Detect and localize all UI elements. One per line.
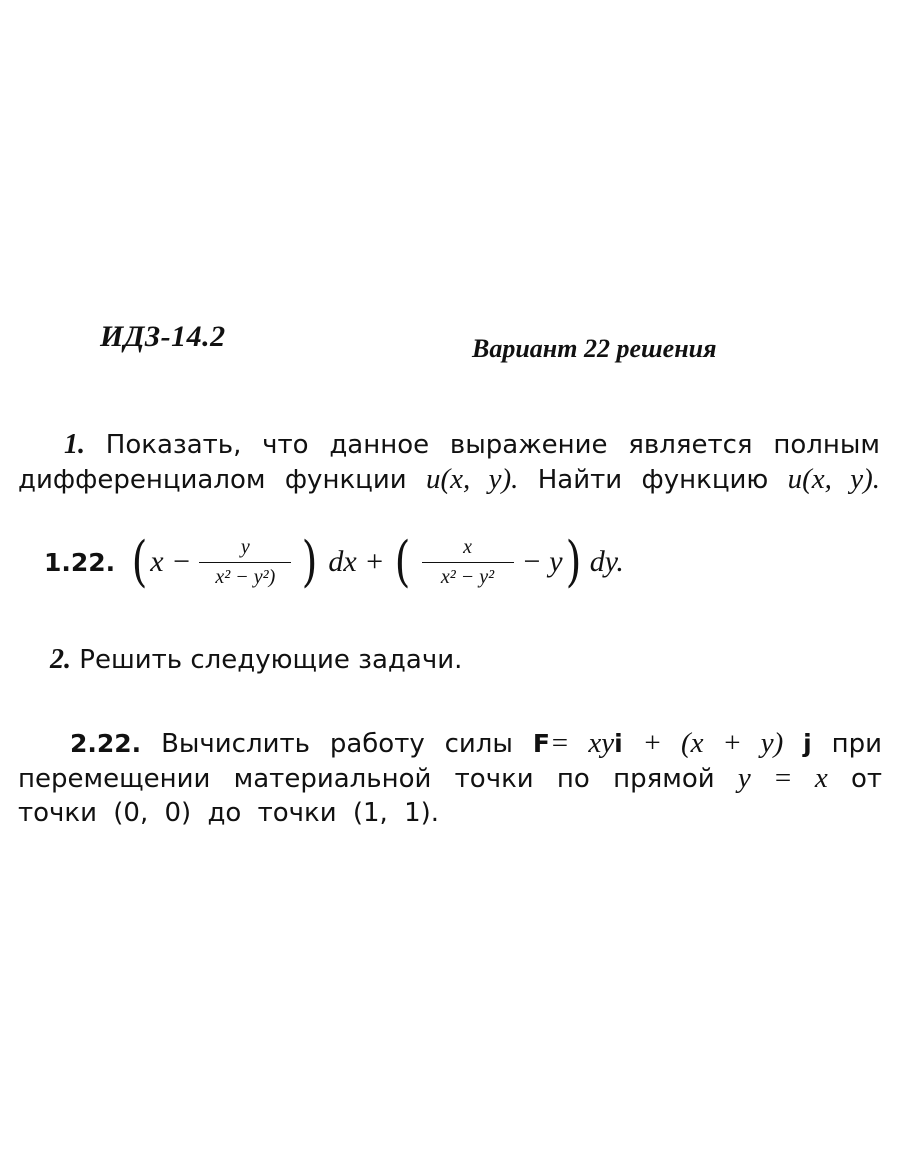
fraction-1-denominator: x² − y²) (215, 565, 276, 588)
task-2-22-paragraph (18, 726, 882, 830)
unit-vector-i: i (614, 729, 623, 758)
fraction-2-numerator: x (422, 536, 514, 563)
task-2-22-text-2a: перемещении материальной точки по прямой (18, 764, 715, 794)
formula-1-22 (44, 522, 624, 602)
task-2-22-number: 2.22. (70, 729, 142, 758)
formula-fraction-2 (422, 536, 514, 589)
task-1-function-2: u(x, y). (787, 463, 881, 495)
task-2-22-text-2b: от (850, 764, 883, 794)
formula-dy: dy. (589, 545, 624, 578)
force-vector-symbol: F (532, 729, 550, 758)
line-equation: y = x (737, 762, 828, 794)
formula-x-minus: x − (150, 545, 192, 578)
formula-dx-plus: dx + (328, 545, 385, 578)
formula-open-paren-2: ( (395, 530, 411, 593)
task-1-line-1 (18, 428, 880, 462)
variant-title: Вариант 22 решения (472, 334, 717, 363)
formula-label: 1.22. (44, 547, 116, 577)
task-1-paragraph (18, 428, 880, 497)
task-2-heading (50, 644, 462, 676)
fraction-1-numerator: y (199, 536, 291, 563)
force-plus-term: + (x + y) (642, 727, 784, 759)
task-1-number: 1. (64, 429, 85, 460)
task-2-text: Решить следующие задачи. (79, 645, 463, 675)
task-1-function-1: u(x, y). (426, 463, 519, 495)
fraction-2-denominator: x² − y² (440, 565, 495, 588)
task-1-line-2 (18, 462, 880, 497)
task-2-22-text-b: при (831, 729, 883, 759)
formula-close-paren-2: ) (565, 530, 582, 593)
task-2-22-line-2 (18, 761, 882, 796)
task-2-22-line-3: точки (0, 0) до точки (1, 1). (18, 798, 440, 828)
unit-vector-j: j (803, 729, 812, 758)
formula-minus-y: − y (521, 545, 563, 578)
task-2-22-text-a: Вычислить работу силы (161, 729, 513, 759)
formula-close-paren-1: ) (301, 530, 318, 593)
assignment-title: ИДЗ-14.2 (100, 320, 226, 353)
force-eq-xy: = xy (549, 727, 615, 759)
task-2-22-line-1 (18, 726, 882, 761)
task-1-text-2b: Найти функцию (537, 465, 769, 495)
formula-open-paren-1: ( (131, 530, 148, 593)
task-1-text-1: Показать, что данное выражение является полным (105, 430, 881, 460)
task-1-text-2a: дифференциалом функции (18, 465, 407, 495)
formula-fraction-1 (199, 536, 291, 589)
task-2-number: 2. (50, 644, 71, 675)
